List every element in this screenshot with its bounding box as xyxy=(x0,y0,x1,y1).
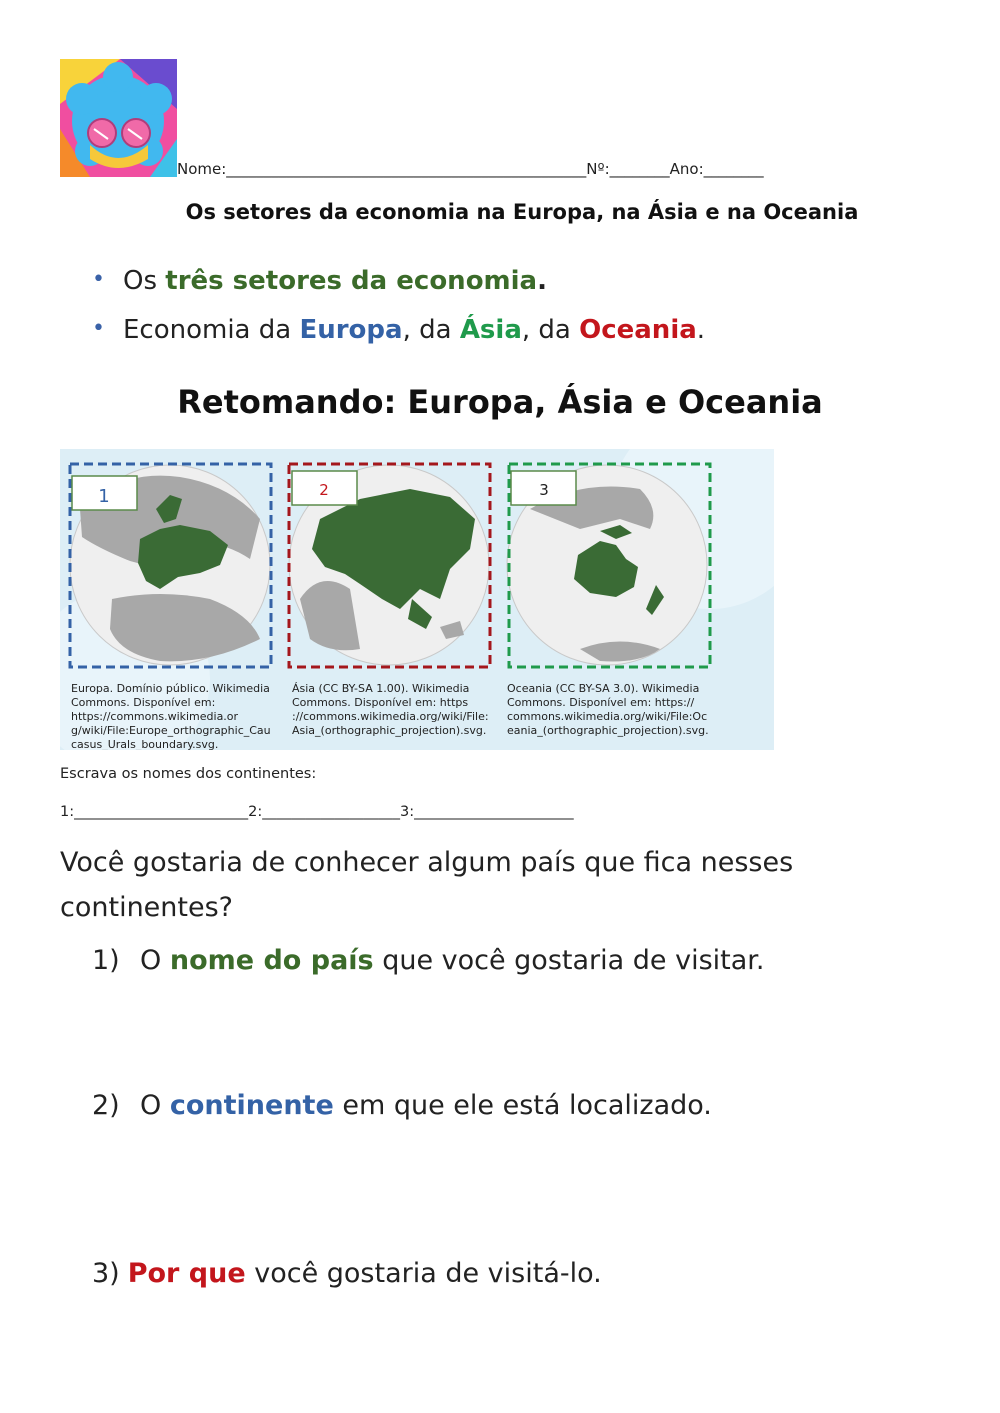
highlight-continent: continente xyxy=(169,1090,334,1121)
list-item-continent: 2) O continente em que ele está localizado. xyxy=(92,1090,712,1121)
number-label: Nº: xyxy=(586,160,610,178)
list-item-country: 1) O nome do país que você gostaria de visitar. xyxy=(92,945,765,976)
map-number-2: 2 xyxy=(319,481,329,499)
highlight-sectors: três setores da economia xyxy=(165,266,538,296)
europe-caption: Europa. Domínio público. Wikimedia Commons. Disponível em: https://commons.wikimedia.or g/wiki/File:Europe_orthographic_Cau casus_Urals_boundary.svg. xyxy=(71,682,271,750)
asia-caption: Ásia (CC BY-SA 1.00). Wikimedia Commons. Disponível em: https ://commons.wikimedia.org/wiki/File: Asia_(orthographic_projection).svg. xyxy=(292,682,489,737)
student-info-line xyxy=(177,160,764,178)
continent-maps-panel xyxy=(60,449,774,750)
highlight-why: Por que xyxy=(127,1258,246,1289)
number-blank[interactable]: ________ xyxy=(609,160,670,178)
highlight-oceania: Oceania xyxy=(579,315,697,345)
map-number-1: 1 xyxy=(98,486,110,507)
continent-answer-line[interactable]: 1:________________________2:___________________3:______________________ xyxy=(60,804,574,820)
avatar-logo xyxy=(60,59,177,177)
question-text: Você gostaria de conhecer algum país que fica nesses continentes? xyxy=(60,847,794,923)
instruction-text: Escrava os nomes dos continentes: xyxy=(60,766,317,782)
highlight-europa: Europa xyxy=(299,315,403,345)
name-blank[interactable]: ________________________________________________ xyxy=(226,160,587,178)
year-blank[interactable]: ________ xyxy=(703,160,764,178)
highlight-country-name: nome do país xyxy=(169,945,374,976)
bullet-dot-icon: • xyxy=(92,267,105,292)
section-title: Retomando: Europa, Ásia e Oceania xyxy=(177,383,823,421)
bullet-item-sectors: • Os três setores da economia. xyxy=(92,266,547,296)
bullet-dot-icon: • xyxy=(92,316,105,341)
bullet-item-continents: • Economia da Europa, da Ásia, da Oceania. xyxy=(92,315,706,345)
map-number-3: 3 xyxy=(539,481,549,499)
highlight-asia: Ásia xyxy=(459,315,522,345)
list-item-why: 3) Por que você gostaria de visitá-lo. xyxy=(92,1258,602,1289)
year-label: Ano: xyxy=(669,160,704,178)
oceania-caption: Oceania (CC BY-SA 3.0). Wikimedia Commons. Disponível em: https:// commons.wikimedia.org/wiki/File:Oc eania_(orthographic_projection).svg. xyxy=(507,682,709,737)
page-title: Os setores da economia na Europa, na Ásia e na Oceania xyxy=(185,200,859,224)
name-label: Nome: xyxy=(177,160,227,178)
